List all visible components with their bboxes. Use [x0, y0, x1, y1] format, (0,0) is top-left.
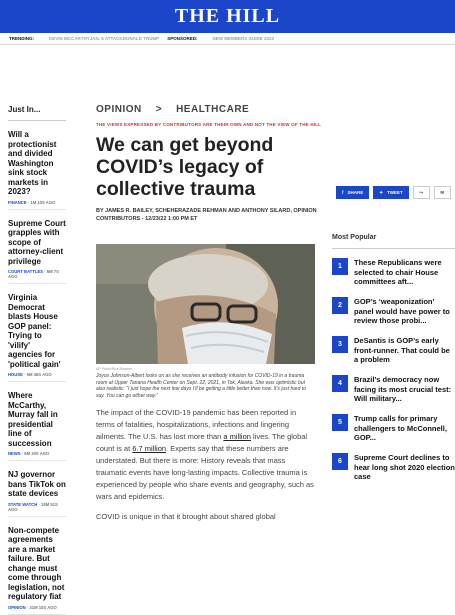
- paragraph: COVID is unique in that it brought about shared global: [96, 512, 276, 521]
- trending-label: TRENDING:: [9, 36, 34, 41]
- article-photo: [96, 244, 315, 364]
- list-item[interactable]: [332, 297, 455, 327]
- story-time: 15M 51S AGO: [8, 501, 58, 512]
- list-item[interactable]: [332, 258, 455, 288]
- story-meta: HOUSE · 5M 46S AGO: [8, 372, 52, 377]
- list-item[interactable]: [8, 219, 66, 285]
- story-time: 5M 7S AGO: [8, 269, 59, 279]
- rank-badge: 4: [332, 375, 348, 392]
- story-headline[interactable]: Non-compete agreements are a market failure. But change must come through legislation, not regulatory fiat: [8, 525, 65, 601]
- sponsored-label: SPONSORED:: [167, 36, 198, 41]
- photo-caption: Joyce Johnson-Albert looks on as she receives an antibody infusion for COVID-19 in a trauma room at Upper Tanana Health Center on Sept. 22, 2021, in Tok, Alaska. She was optimistic but also realistic: “I just hope the next few days I’ll be getting a little better than now. It’s just hard to say. You can go either way.”: [96, 373, 307, 399]
- trending-bar: [0, 33, 455, 45]
- most-popular-heading: Most Popular: [332, 234, 455, 249]
- just-in-heading: Just In...: [8, 105, 66, 121]
- list-item[interactable]: [8, 130, 66, 210]
- popular-headline[interactable]: Supreme Court declines to hear long shot 2020 election case: [354, 453, 455, 481]
- story-category[interactable]: OPINION: [8, 604, 26, 610]
- story-time: 1M 10S AGO: [30, 199, 56, 205]
- list-item[interactable]: [332, 414, 455, 444]
- article: [96, 46, 328, 531]
- facebook-icon: f: [342, 190, 344, 195]
- tweet-label: TWEET: [387, 190, 403, 195]
- trending-item-jan6[interactable]: JAN. 6 ATTACK: [89, 36, 123, 41]
- story-category[interactable]: HOUSE: [8, 372, 23, 377]
- popular-headline[interactable]: Brazil’s democracy now facing its most crucial test: Will military...: [354, 375, 452, 403]
- paragraph: [96, 407, 315, 503]
- list-item[interactable]: [332, 375, 455, 405]
- breadcrumb-opinion[interactable]: OPINION: [96, 104, 142, 115]
- sponsored-item[interactable]: NEW MEMBERS GUIDE 2023: [212, 36, 274, 41]
- story-headline[interactable]: Will a protectionist and divided Washington sink stock markets in 2023?: [8, 130, 57, 196]
- story-headline[interactable]: Virginia Democrat blasts House GOP panel: Trying to 'vilify' agencies for 'political gain': [8, 293, 61, 369]
- list-item[interactable]: [8, 391, 66, 461]
- rank-badge: 1: [332, 258, 348, 275]
- story-category[interactable]: FINANCE: [8, 199, 27, 205]
- list-item[interactable]: [332, 453, 455, 483]
- rank-badge: 3: [332, 336, 348, 353]
- story-meta: OPINION · 31M 10S AGO: [8, 604, 57, 610]
- photo-credit: AP Photo/Rick Bowmer: [96, 367, 133, 371]
- list-item[interactable]: [8, 470, 66, 517]
- story-headline[interactable]: Supreme Court grapples with scope of attorney-client privilege: [8, 218, 66, 266]
- popular-headline[interactable]: Trump calls for primary challengers to McConnell, GOP...: [354, 414, 447, 442]
- story-meta: STATE WATCH · 15M 51S AGO: [8, 501, 58, 512]
- link-a-million[interactable]: a million: [223, 432, 251, 441]
- popular-headline[interactable]: DeSantis is GOP’s early front-runner. That could be a problem: [354, 336, 450, 364]
- byline: BY JAMES R. BAILEY, SCHEHERAZADE REHMAN AND ANTHONY SILARD, OPINION CONTRIBUTORS - 12/23/22 1:00 PM ET: [96, 208, 317, 222]
- article-body: [96, 407, 315, 523]
- story-meta: NEWS · 6M 30S AGO: [8, 451, 50, 456]
- story-meta: FINANCE · 1M 10S AGO: [8, 199, 56, 205]
- story-category[interactable]: STATE WATCH: [8, 501, 38, 507]
- text-run: lives. The global count is at: [96, 432, 308, 453]
- popular-headline[interactable]: These Republicans were selected to chair House committees aft...: [354, 258, 442, 286]
- most-popular-sidebar: [332, 46, 455, 483]
- list-item[interactable]: [332, 336, 455, 366]
- twitter-icon: ✦: [379, 189, 384, 195]
- story-category[interactable]: COURT BATTLES: [8, 269, 44, 274]
- site-header: [0, 0, 455, 33]
- breadcrumb-separator: >: [155, 104, 163, 115]
- story-meta: COURT BATTLES · 5M 7S AGO: [8, 269, 59, 279]
- link-6-7-million[interactable]: 6.7 million: [132, 444, 167, 453]
- list-item[interactable]: [8, 526, 66, 615]
- trending-item-mccarthy[interactable]: KEVIN MCCARTHY: [49, 36, 90, 41]
- rank-badge: 6: [332, 453, 348, 470]
- byline-row: [96, 207, 328, 223]
- story-category[interactable]: NEWS: [8, 451, 21, 456]
- share-label: SHARE: [347, 190, 364, 195]
- story-time: 5M 46S AGO: [26, 372, 52, 377]
- list-item[interactable]: [8, 293, 66, 382]
- article-title: We can get beyond COVID’s legacy of collective trauma: [96, 134, 274, 200]
- text-run: . Experts say that these numbers are understated. But there is more: History reveals that mass traumatic events have long-lasting impacts. Collective trauma is experienced by people who share events and geography, such as wars and epidemics.: [96, 444, 314, 501]
- breadcrumb: [96, 104, 328, 115]
- story-headline[interactable]: Where McCarthy, Murray fall in presidential line of succession: [8, 391, 58, 448]
- just-in-sidebar: [0, 46, 72, 610]
- story-time: 31M 10S AGO: [29, 604, 57, 610]
- rank-badge: 2: [332, 297, 348, 314]
- trending-item-trump[interactable]: DONALD TRUMP: [122, 36, 160, 41]
- story-headline[interactable]: NJ governor bans TikTok on state devices: [8, 470, 66, 498]
- story-time: 6M 30S AGO: [24, 451, 50, 456]
- email-icon: ✉: [440, 189, 445, 195]
- breadcrumb-healthcare[interactable]: HEALTHCARE: [176, 104, 250, 115]
- photo-illustration: [96, 244, 315, 364]
- site-logo[interactable]: THE HILL: [174, 5, 281, 27]
- rank-badge: 5: [332, 414, 348, 431]
- opinion-disclaimer: THE VIEWS EXPRESSED BY CONTRIBUTORS ARE THEIR OWN AND NOT THE VIEW OF THE HILL: [96, 122, 322, 127]
- share-arrow-icon: ↪: [419, 189, 424, 195]
- text-run: The impact of the COVID-19 pandemic has been reported in terms of fatalities, hospitalizations, infections and lingering ailments. The U.S. has lost more than: [96, 408, 297, 441]
- popular-headline[interactable]: GOP’s ‘weaponization’ panel would have power to review those probi...: [354, 297, 450, 325]
